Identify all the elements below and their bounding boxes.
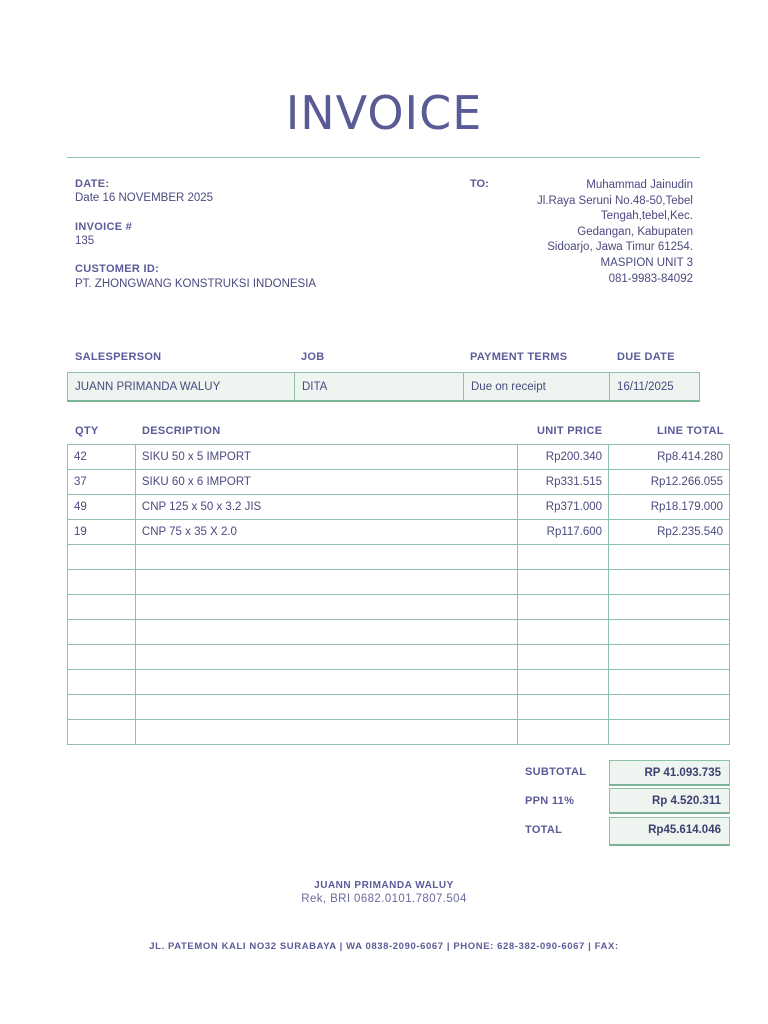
qty-cell	[68, 670, 136, 695]
description-header: DESCRIPTION	[142, 425, 221, 437]
table-row	[68, 545, 730, 570]
recipient-line: Gedangan, Kabupaten	[577, 225, 693, 238]
qty-cell: 42	[68, 445, 136, 470]
table-row	[68, 520, 730, 545]
line-total-cell	[609, 720, 730, 745]
qty-cell	[68, 570, 136, 595]
line-total-cell	[609, 545, 730, 570]
line-total-cell: Rp18.179.000	[609, 495, 730, 520]
subtotal-value: RP 41.093.735	[609, 760, 730, 786]
to-label: TO:	[470, 178, 489, 190]
line-total-cell	[609, 595, 730, 620]
due-date-cell: 16/11/2025	[617, 381, 674, 393]
description-cell	[135, 670, 517, 695]
recipient-address	[470, 178, 693, 287]
description-cell	[135, 545, 517, 570]
description-cell	[135, 620, 517, 645]
recipient-line: Jl.Raya Seruni No.48-50,Tebel	[537, 194, 693, 207]
unit-price-cell	[518, 620, 609, 645]
description-cell: SIKU 50 x 5 IMPORT	[135, 445, 517, 470]
description-cell	[135, 570, 517, 595]
line-total-cell: Rp8.414.280	[609, 445, 730, 470]
line-total-header: LINE TOTAL	[657, 425, 724, 437]
invoice-title: INVOICE	[285, 86, 483, 140]
qty-cell	[68, 645, 136, 670]
unit-price-cell	[518, 695, 609, 720]
total-value: Rp45.614.046	[609, 817, 730, 846]
recipient-line: Muhammad Jainudin	[586, 179, 693, 191]
salesperson-cell: JUANN PRIMANDA WALUY	[68, 373, 295, 401]
unit-price-cell	[518, 545, 609, 570]
table-row	[68, 595, 730, 620]
table-row	[68, 720, 730, 745]
customer-id-label: CUSTOMER ID:	[75, 263, 160, 275]
customer-id-value: PT. ZHONGWANG KONSTRUKSI INDONESIA	[75, 278, 317, 290]
description-cell: CNP 125 x 50 x 3.2 JIS	[135, 495, 517, 520]
invoice-number-label: INVOICE #	[75, 221, 133, 233]
due-date-header: DUE DATE	[617, 351, 675, 363]
qty-cell	[68, 620, 136, 645]
recipient-line: 081-9983-84092	[608, 272, 693, 285]
qty-cell	[68, 595, 136, 620]
qty-header: QTY	[75, 425, 99, 437]
table-row	[68, 620, 730, 645]
description-cell	[135, 595, 517, 620]
recipient-line: MASPION UNIT 3	[600, 256, 693, 269]
items-table	[67, 444, 730, 745]
payment-terms-cell: Due on receipt	[464, 373, 610, 401]
tax-value: Rp 4.520.311	[609, 788, 730, 814]
line-total-cell	[609, 620, 730, 645]
qty-cell: 19	[68, 520, 136, 545]
unit-price-cell	[518, 595, 609, 620]
unit-price-cell: Rp331.515	[518, 470, 609, 495]
header-divider	[67, 157, 700, 158]
qty-cell: 49	[68, 495, 136, 520]
recipient-line: Sidoarjo, Jawa Timur 61254.	[547, 241, 693, 254]
subtotal-label: SUBTOTAL	[525, 766, 587, 778]
line-total-cell	[609, 670, 730, 695]
qty-cell: 37	[68, 470, 136, 495]
invoice-number-value: 135	[75, 235, 95, 247]
table-row	[68, 470, 730, 495]
signatory-name: JUANN PRIMANDA WALUY	[314, 880, 454, 891]
description-cell	[135, 645, 517, 670]
unit-price-cell: Rp200.340	[518, 445, 609, 470]
table-row	[68, 445, 730, 470]
qty-cell	[68, 720, 136, 745]
bank-account: Rek, BRI 0682.0101.7807.504	[301, 893, 467, 905]
date-value: Date 16 NOVEMBER 2025	[75, 192, 214, 204]
date-label: DATE:	[75, 178, 110, 190]
table-row	[68, 495, 730, 520]
qty-cell	[68, 545, 136, 570]
unit-price-cell	[518, 720, 609, 745]
job-cell: DITA	[295, 373, 464, 401]
salesperson-header: SALESPERSON	[75, 351, 162, 363]
unit-price-cell: Rp371.000	[518, 495, 609, 520]
table-row	[68, 670, 730, 695]
unit-price-cell	[518, 570, 609, 595]
recipient-line: Tengah,tebel,Kec.	[600, 210, 693, 223]
line-total-cell	[609, 570, 730, 595]
description-cell	[135, 720, 517, 745]
table-row	[68, 570, 730, 595]
job-header: JOB	[301, 351, 325, 363]
table-row	[68, 695, 730, 720]
description-cell: SIKU 60 x 6 IMPORT	[135, 470, 517, 495]
qty-cell	[68, 695, 136, 720]
unit-price-header: UNIT PRICE	[537, 425, 603, 437]
tax-label: PPN 11%	[525, 795, 575, 807]
total-label: TOTAL	[525, 824, 563, 836]
payment-terms-header: PAYMENT TERMS	[470, 351, 568, 363]
line-total-cell	[609, 695, 730, 720]
footer-contact: JL. PATEMON KALI NO32 SURABAYA | WA 0838-2090-6067 | PHONE: 628-382-090-6067 | FAX:	[149, 941, 619, 952]
unit-price-cell: Rp117.600	[518, 520, 609, 545]
unit-price-cell	[518, 645, 609, 670]
line-total-cell	[609, 645, 730, 670]
job-table	[67, 372, 700, 402]
unit-price-cell	[518, 670, 609, 695]
line-total-cell: Rp2.235.540	[609, 520, 730, 545]
description-cell	[135, 695, 517, 720]
description-cell: CNP 75 x 35 X 2.0	[135, 520, 517, 545]
table-row	[68, 645, 730, 670]
line-total-cell: Rp12.266.055	[609, 470, 730, 495]
